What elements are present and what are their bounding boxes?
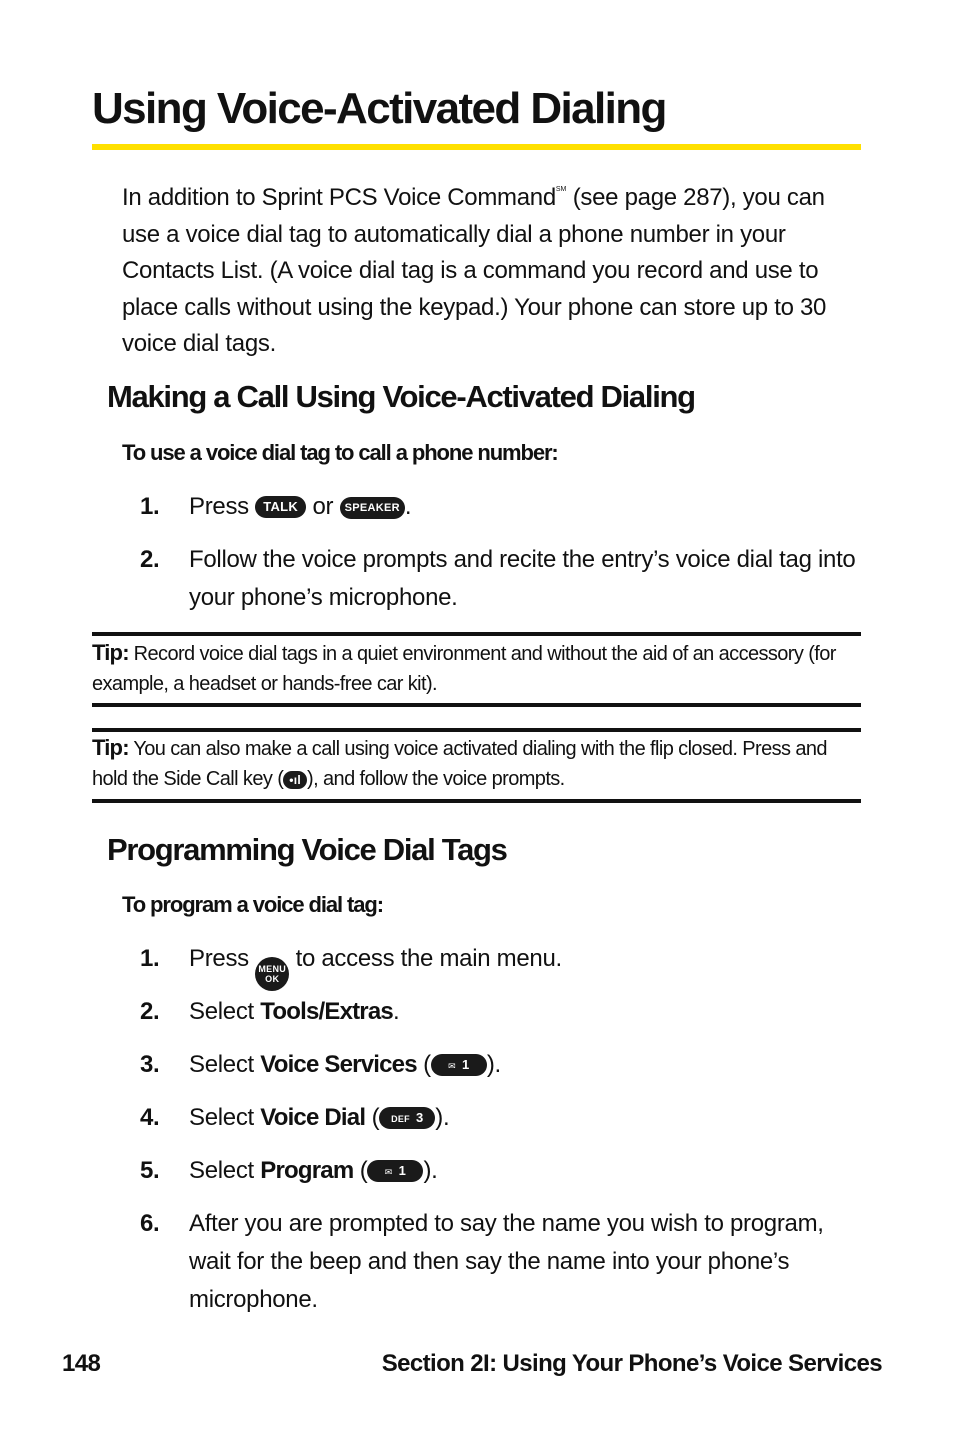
step-text: to access the main menu. bbox=[289, 945, 562, 972]
step-text: . bbox=[404, 493, 412, 520]
step-number: 4. bbox=[140, 1104, 160, 1131]
tip-rule-bottom bbox=[92, 799, 861, 803]
tip-label: Tip: bbox=[92, 735, 129, 760]
step-text: After you are prompted to say the name you wish to program, wait for the beep and then say the name into your phone’s microphone. bbox=[189, 1210, 824, 1313]
key-1-icon: ✉ 1 bbox=[367, 1160, 423, 1182]
title-underline bbox=[92, 144, 861, 150]
step-text: . bbox=[392, 998, 400, 1025]
step-text: Follow the voice prompts and recite the entry’s voice dial tag into your phone’s microphone. bbox=[189, 546, 856, 611]
step-text: Select bbox=[189, 1157, 261, 1184]
speaker-key-icon: SPEAKER bbox=[340, 497, 405, 519]
subheading-use-voice-tag: To use a voice dial tag to call a phone number: bbox=[122, 440, 558, 465]
talk-key-icon: TALK bbox=[255, 496, 306, 518]
key-1-icon: ✉ 1 bbox=[431, 1054, 487, 1076]
step-text: or bbox=[306, 493, 340, 520]
intro-text-2: (see page 287), you can use a voice dial tag to automatically dial a phone number in your Contacts List. (A voice dial tag is a command you record and use to place calls without using the keypad.) Your phone can store up to 30 voice dial tags. bbox=[122, 184, 827, 357]
step-text: Select bbox=[189, 1104, 261, 1131]
tip-label: Tip: bbox=[92, 640, 129, 665]
menu-item-name: Program bbox=[260, 1157, 354, 1184]
service-mark: SM bbox=[555, 186, 567, 193]
step-number: 5. bbox=[140, 1157, 160, 1184]
tip-rule-top bbox=[92, 632, 861, 636]
step-text: Select bbox=[189, 998, 261, 1025]
tip-quiet-environment bbox=[92, 638, 862, 699]
step-number: 1. bbox=[140, 945, 160, 972]
page-title: Using Voice-Activated Dialing bbox=[92, 84, 666, 133]
menu-ok-key-icon: MENU OK bbox=[255, 957, 289, 991]
menu-item-name: Voice Dial bbox=[260, 1104, 366, 1131]
section-heading-programming: Programming Voice Dial Tags bbox=[107, 832, 507, 867]
tip-text: ), and follow the voice prompts. bbox=[307, 768, 565, 790]
step-text: Press bbox=[189, 945, 256, 972]
intro-paragraph bbox=[122, 172, 862, 363]
page-number: 148 bbox=[62, 1350, 101, 1377]
step-number: 2. bbox=[140, 998, 160, 1025]
step-text: Press bbox=[189, 493, 256, 520]
menu-item-name: Tools/Extras bbox=[260, 998, 393, 1025]
tip-text: Record voice dial tags in a quiet environment and without the aid of an accessory (for example, a headset or hands-free car kit). bbox=[92, 643, 836, 695]
footer-section-title: Section 2I: Using Your Phone’s Voice Services bbox=[381, 1350, 882, 1377]
step-text: Select bbox=[189, 1051, 261, 1078]
step-number: 2. bbox=[140, 546, 160, 573]
intro-text-1: In addition to Sprint PCS Voice Command bbox=[122, 184, 556, 211]
tip-flip-closed bbox=[92, 733, 862, 794]
subheading-program-tag: To program a voice dial tag: bbox=[122, 892, 383, 917]
section-heading-making-call: Making a Call Using Voice-Activated Dialing bbox=[107, 379, 695, 414]
step-number: 1. bbox=[140, 493, 160, 520]
key-3-icon: DEF 3 bbox=[379, 1107, 435, 1129]
tip-text: You can also make a call using voice activated dialing with the flip closed. Press and hold the Side Call key ( bbox=[92, 738, 827, 790]
tip-rule-bottom bbox=[92, 703, 861, 707]
tip-rule-top bbox=[92, 728, 861, 732]
step-number: 3. bbox=[140, 1051, 160, 1078]
step-number: 6. bbox=[140, 1210, 160, 1237]
side-call-key-icon: •ıl bbox=[283, 771, 307, 789]
menu-item-name: Voice Services bbox=[260, 1051, 417, 1078]
